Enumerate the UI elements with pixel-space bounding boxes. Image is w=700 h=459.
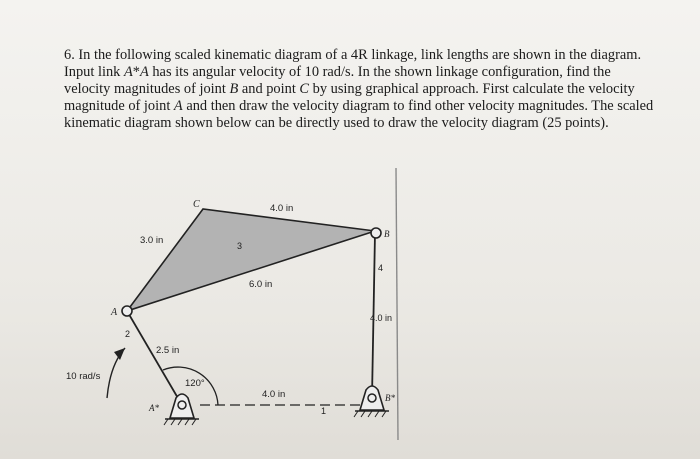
ground-pivot-a-star [164, 394, 199, 425]
label-angle: 120° [185, 378, 205, 389]
coupler-link-3 [127, 209, 375, 311]
problem-text: In the following scaled kinematic diagram of a 4R linkage, link lengths are shown in the diagram. Input link [64, 47, 642, 80]
label-b-star: B* [385, 393, 395, 403]
label-c: C [193, 199, 200, 210]
point-c-label: C [299, 81, 310, 97]
joint-a-pin [122, 306, 132, 316]
label-link-ac: 3.0 in [140, 235, 164, 246]
ground-pivot-b-star [354, 386, 389, 417]
label-link-bbstar: 4.0 in [370, 313, 393, 323]
problem-number: 6. [64, 47, 75, 63]
label-num-1: 1 [321, 406, 327, 416]
label-a: A [111, 307, 118, 318]
joint-b-pin [371, 228, 381, 238]
joint-a-label: A [173, 98, 183, 114]
link-2 [127, 311, 182, 405]
label-num-4: 4 [378, 263, 384, 273]
label-omega: 10 rad/s [66, 371, 101, 382]
label-a-star: A* [149, 403, 159, 413]
link-a-label: A [123, 64, 133, 80]
problem-text: has its angular velocity of 10 rad/s. In the shown linkage configuration, find the velocity magnitudes of joint [64, 64, 611, 97]
label-num-2: 2 [125, 329, 131, 339]
label-ground: 4.0 in [262, 389, 286, 400]
problem-text: by using graphical approach. First calculate the velocity magnitude of joint [64, 81, 635, 114]
problem-text: and then draw the velocity diagram to find other velocity magnitudes. The scaled kinematic diagram shown below can be directly used to draw the velocity diagram (25 points). [64, 98, 654, 131]
label-b: B [384, 229, 390, 239]
link-a2-label: A [139, 64, 149, 80]
omega-arrow [107, 348, 125, 398]
guide-line [396, 168, 398, 440]
joint-b-label: B [229, 81, 239, 97]
label-link-cb: 4.0 in [270, 203, 294, 214]
label-num-3: 3 [237, 241, 243, 251]
omega-arrow-head [114, 348, 125, 360]
star: * [132, 64, 140, 80]
problem-text: and point [238, 81, 300, 97]
label-link-ab: 6.0 in [249, 279, 273, 290]
label-link-aastar: 2.5 in [156, 345, 180, 356]
